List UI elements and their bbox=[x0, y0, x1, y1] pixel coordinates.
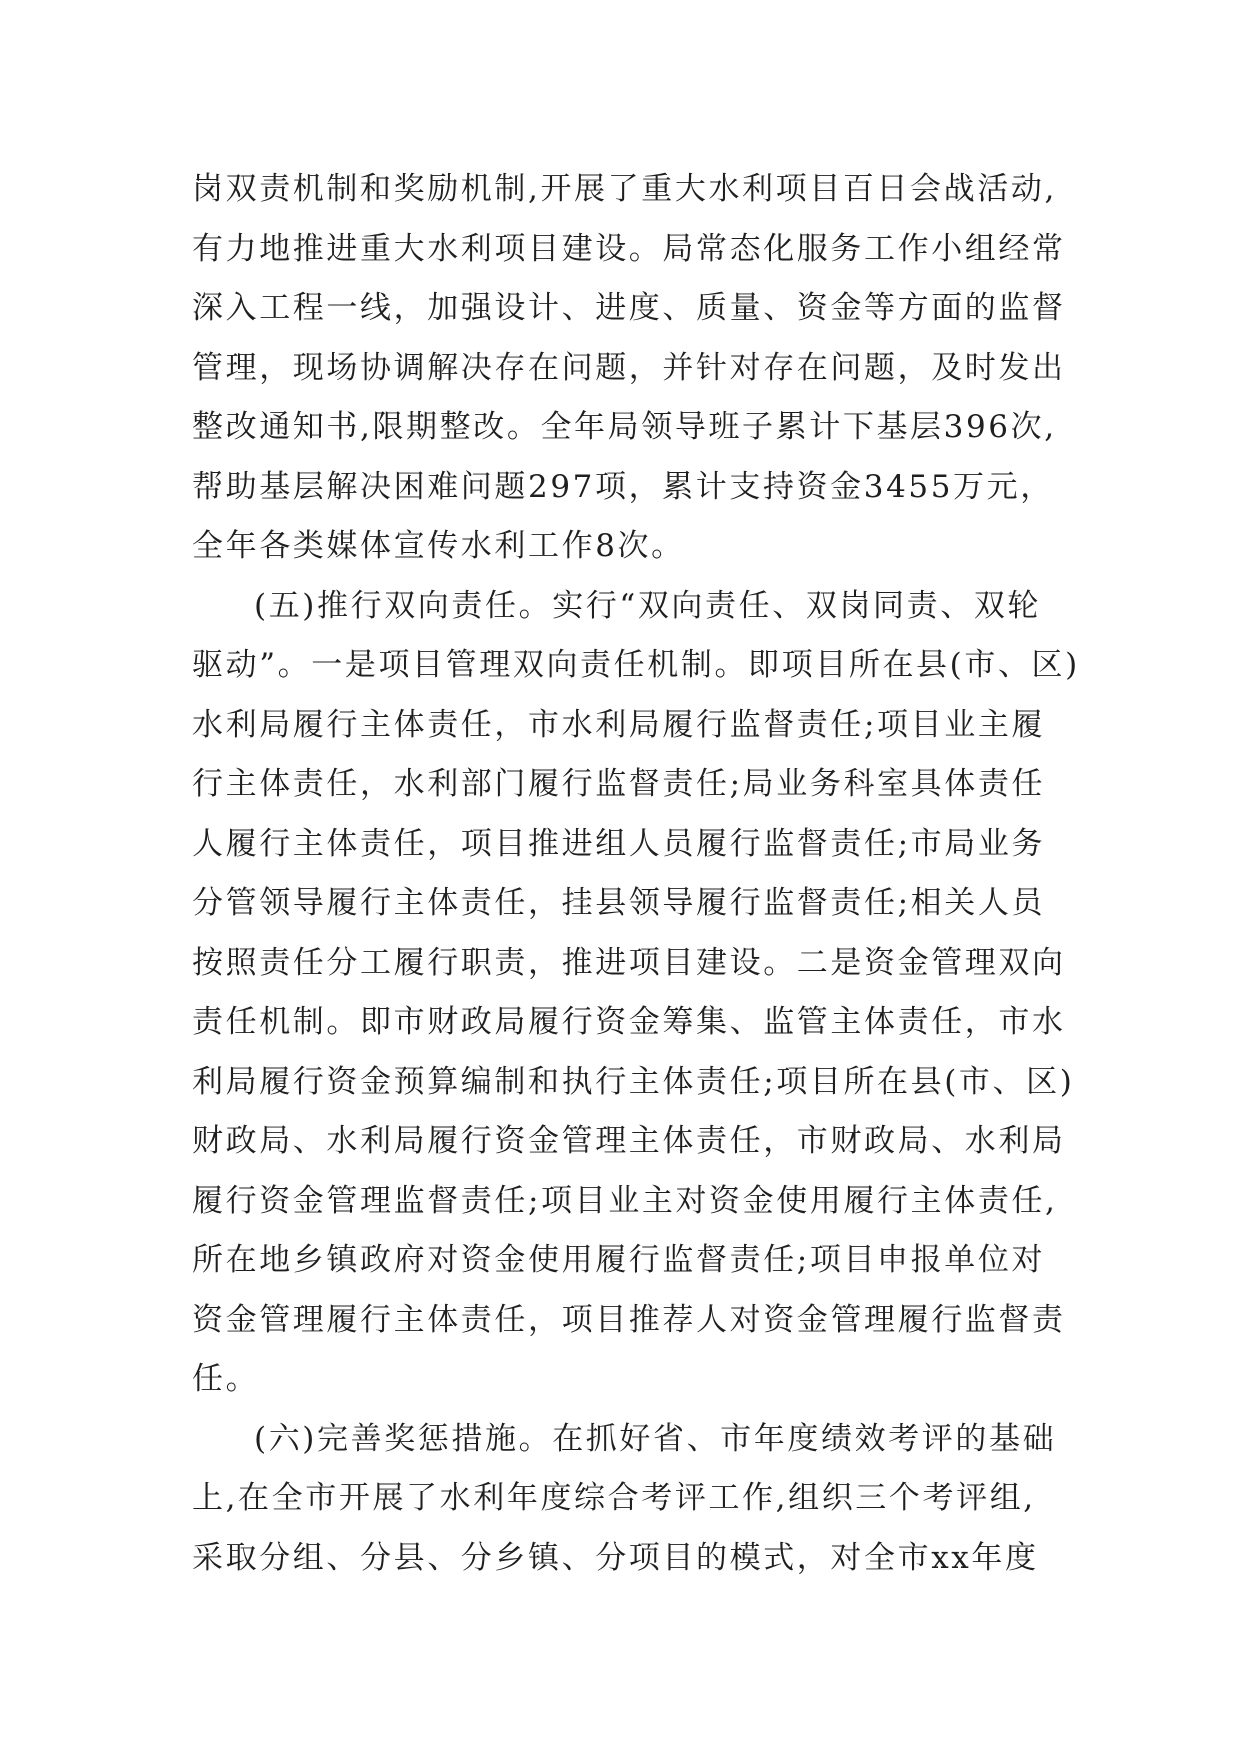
text-line: 水利局履行主体责任，市水利局履行监督责任;项目业主履 bbox=[192, 706, 1046, 743]
text-line: 分管领导履行主体责任，挂县领导履行监督责任;相关人员 bbox=[192, 885, 1046, 921]
text-line: 全年各类媒体宣传水利工作8次。 bbox=[192, 528, 685, 564]
text-line: 所在地乡镇政府对资金使用履行监督责任;项目申报单位对 bbox=[192, 1242, 1046, 1278]
text-line: 财政局、水利局履行资金管理主体责任，市财政局、水利局 bbox=[192, 1123, 1066, 1159]
text-line: 任。 bbox=[192, 1361, 260, 1397]
text-line: 有力地推进重大水利项目建设。局常态化服务工作小组经常 bbox=[192, 230, 1066, 267]
text-line: 责任机制。即市财政局履行资金筹集、监管主体责任，市水 bbox=[192, 1004, 1066, 1040]
paragraph-start-line: (五)推行双向责任。实行“双向责任、双岗同责、双轮 bbox=[254, 587, 1042, 624]
text-line: 利局履行资金预算编制和执行主体责任;项目所在县(市、区) bbox=[192, 1063, 1075, 1100]
text-line: 深入工程一线，加强设计、进度、质量、资金等方面的监督 bbox=[192, 290, 1066, 326]
body-text bbox=[192, 160, 1080, 1588]
text-line: 履行资金管理监督责任;项目业主对资金使用履行主体责任, bbox=[192, 1182, 1058, 1219]
paragraph-start-line: (六)完善奖惩措施。在抓好省、市年度绩效考评的基础 bbox=[254, 1420, 1057, 1457]
text-line: 岗双责机制和奖励机制,开展了重大水利项目百日会战活动, bbox=[192, 171, 1057, 207]
text-line: 管理，现场协调解决存在问题，并针对存在问题，及时发出 bbox=[192, 349, 1066, 386]
text-line: 人履行主体责任，项目推进组人员履行监督责任;市局业务 bbox=[192, 825, 1046, 862]
text-line: 资金管理履行主体责任，项目推荐人对资金管理履行监督责 bbox=[192, 1301, 1066, 1338]
text-line: 帮助基层解决困难问题297项，累计支持资金3455万元， bbox=[192, 468, 1054, 505]
text-line: 按照责任分工履行职责，推进项目建设。二是资金管理双向 bbox=[192, 944, 1066, 981]
text-line: 行主体责任，水利部门履行监督责任;局业务科室具体责任 bbox=[192, 766, 1046, 802]
text-line: 上,在全市开展了水利年度综合考评工作,组织三个考评组, bbox=[192, 1480, 1036, 1516]
text-line: 整改通知书,限期整改。全年局领导班子累计下基层396次, bbox=[192, 409, 1057, 445]
text-line: 采取分组、分县、分乡镇、分项目的模式，对全市xx年度 bbox=[192, 1539, 1039, 1576]
text-line: 驱动”。一是项目管理双向责任机制。即项目所在县(市、区) bbox=[192, 647, 1080, 683]
